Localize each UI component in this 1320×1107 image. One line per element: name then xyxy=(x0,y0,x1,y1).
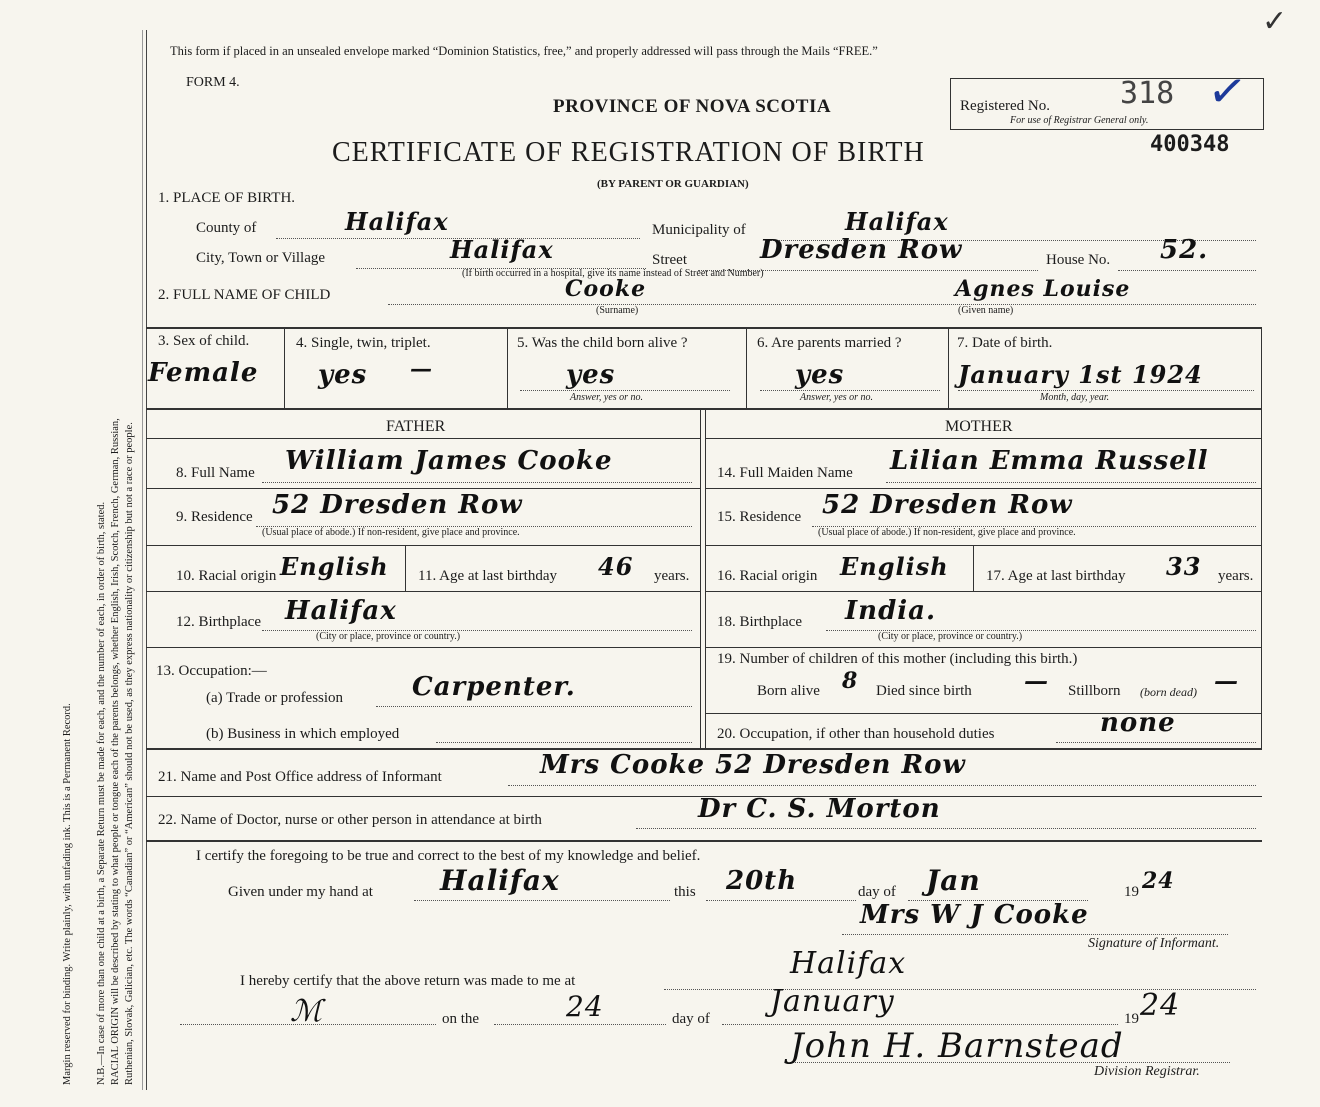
given-at: Halifax xyxy=(440,864,560,897)
father-age-label: 11. Age at last birthday xyxy=(418,568,557,584)
registered-note: For use of Registrar General only. xyxy=(1010,115,1149,126)
registrar-day: 24 xyxy=(566,990,604,1023)
registrar-signature: John H. Barnstead xyxy=(790,1026,1124,1066)
registered-label: Registered No. xyxy=(960,98,1050,114)
margin-note-racial-2: Ruthenian, Slovak, Galician, etc. The words “Canadian” or “American” should not be used, as they express nationality or citizenship but not a race or people. xyxy=(124,422,135,1085)
father-business-label: (b) Business in which employed xyxy=(206,726,400,742)
died-value: — xyxy=(1024,666,1049,695)
father-name-label: 8. Full Name xyxy=(176,465,255,481)
registrar-year-prefix: 19 xyxy=(1124,1011,1139,1027)
child-surname: Cooke xyxy=(565,276,647,302)
father-trade-label: (a) Trade or profession xyxy=(206,690,344,706)
informant-sig-label: Signature of Informant. xyxy=(1088,936,1220,951)
alive-value: yes xyxy=(566,360,616,390)
dob-label: 7. Date of birth. xyxy=(957,335,1053,351)
house-value: 52. xyxy=(1160,235,1209,265)
mother-bp-note: (City or place, province or country.) xyxy=(878,631,1023,642)
single-label: 4. Single, twin, triplet. xyxy=(296,335,431,351)
pob-label: 1. PLACE OF BIRTH. xyxy=(158,190,296,206)
father-age: 46 xyxy=(598,552,634,581)
margin-note-racial: RACIAL ORIGIN will be described by stating to what people or tongue each of the parents belongs, whether English, Irish, Scotch, French, German, Russian, xyxy=(110,418,121,1085)
child-given-name: Agnes Louise xyxy=(955,276,1131,302)
mother-years: years. xyxy=(1218,568,1254,584)
surname-note: (Surname) xyxy=(596,305,639,316)
father-bp-label: 12. Birthplace xyxy=(176,614,261,630)
left-border-inner xyxy=(142,30,143,1090)
father-race: English xyxy=(280,552,389,581)
certify-statement: I certify the foregoing to be true and correct to the best of my knowledge and belief. xyxy=(196,848,701,864)
given-label: Given under my hand at xyxy=(228,884,373,900)
registrar-statement: I hereby certify that the above return was made to me at xyxy=(240,973,576,989)
married-note: Answer, yes or no. xyxy=(800,392,874,403)
street-label: Street xyxy=(652,252,687,268)
father-trade: Carpenter. xyxy=(412,672,576,702)
mother-res-note: (Usual place of abode.) If non-resident, give place and province. xyxy=(818,527,1076,538)
registrar-on-label: on the xyxy=(442,1011,480,1027)
certify-day: 20th xyxy=(726,866,798,896)
alive-label: 5. Was the child born alive ? xyxy=(517,335,688,351)
informant-label: 21. Name and Post Office address of Informant xyxy=(158,769,442,785)
stamp-number: 400348 xyxy=(1150,132,1230,157)
certify-year: 24 xyxy=(1142,868,1175,894)
mother-res-label: 15. Residence xyxy=(717,509,802,525)
mother-heading: MOTHER xyxy=(945,418,1013,435)
registrar-at: Halifax xyxy=(790,946,907,981)
child-name-label: 2. FULL NAME OF CHILD xyxy=(158,287,331,303)
municipality-value: Halifax xyxy=(845,207,949,236)
born-alive-value: 8 xyxy=(842,668,859,694)
check-mark-icon: ✓ xyxy=(1204,61,1251,121)
municipality-label: Municipality of xyxy=(652,222,746,238)
mother-children-label: 19. Number of children of this mother (including this birth.) xyxy=(717,651,1078,667)
county-value: Halifax xyxy=(345,207,449,236)
mother-name-label: 14. Full Maiden Name xyxy=(717,465,853,481)
left-border xyxy=(146,30,147,1090)
father-residence: 52 Dresden Row xyxy=(272,490,523,520)
doctor-label: 22. Name of Doctor, nurse or other person in attendance at birth xyxy=(158,812,542,828)
margin-note-binding: Margin reserved for binding. Write plainly, with unfading ink. This is a Permanent Record. xyxy=(62,703,73,1085)
registered-number: 318 xyxy=(1120,76,1175,111)
twin-mark: — xyxy=(410,356,433,382)
certify-month: Jan xyxy=(926,864,981,897)
mother-bp-label: 18. Birthplace xyxy=(717,614,802,630)
top-notice: This form if placed in an unsealed envelope marked “Dominion Statistics, free,” and properly addressed will pass through the Mails “FREE.” xyxy=(170,44,878,58)
sex-value: Female xyxy=(148,358,259,388)
page-subtitle: (BY PARENT OR GUARDIAN) xyxy=(597,178,749,190)
form-number: FORM 4. xyxy=(186,75,240,90)
certify-dayof-label: day of xyxy=(858,884,896,900)
street-value: Dresden Row xyxy=(760,235,963,265)
father-res-label: 9. Residence xyxy=(176,509,253,525)
father-birthplace: Halifax xyxy=(285,596,397,626)
informant-value: Mrs Cooke 52 Dresden Row xyxy=(540,750,966,780)
father-race-label: 10. Racial origin xyxy=(176,568,277,584)
registrar-month: January xyxy=(770,984,895,1019)
married-label: 6. Are parents married ? xyxy=(757,335,902,351)
mother-race-label: 16. Racial origin xyxy=(717,568,818,584)
stillborn-note: (born dead) xyxy=(1140,685,1197,699)
doctor-value: Dr C. S. Morton xyxy=(698,794,941,824)
given-note: (Given name) xyxy=(958,305,1014,316)
father-heading: FATHER xyxy=(386,418,446,435)
registrar-place-cont: ℳ xyxy=(290,994,324,1029)
mother-age-label: 17. Age at last birthday xyxy=(986,568,1126,584)
married-value: yes xyxy=(795,360,845,390)
informant-signature: Mrs W J Cooke xyxy=(860,900,1089,930)
hospital-note: (If birth occurred in a hospital, give its name instead of Street and Number) xyxy=(462,268,764,279)
county-label: County of xyxy=(196,220,257,236)
mother-age: 33 xyxy=(1166,552,1202,581)
city-value: Halifax xyxy=(450,235,554,264)
father-name: William James Cooke xyxy=(285,446,613,476)
single-value: yes xyxy=(318,360,368,390)
corner-mark-icon: ✓ xyxy=(1262,4,1288,39)
dob-note: Month, day, year. xyxy=(1040,392,1110,403)
dob-value: January 1st 1924 xyxy=(958,360,1203,389)
registrar-sig-label: Division Registrar. xyxy=(1094,1064,1200,1079)
registrar-dayof-label: day of xyxy=(672,1011,710,1027)
registrar-year: 24 xyxy=(1140,988,1181,1023)
mother-occ-label: 20. Occupation, if other than household duties xyxy=(717,726,995,742)
father-occ-label: 13. Occupation:— xyxy=(156,663,267,679)
died-label: Died since birth xyxy=(876,683,972,699)
father-bp-note: (City or place, province or country.) xyxy=(316,631,461,642)
city-label: City, Town or Village xyxy=(196,250,326,266)
stillborn-label: Stillborn xyxy=(1068,683,1121,699)
province-heading: PROVINCE OF NOVA SCOTIA xyxy=(553,96,832,117)
father-years: years. xyxy=(654,568,690,584)
mother-name: Lilian Emma Russell xyxy=(890,446,1209,476)
stillborn-value: — xyxy=(1214,666,1239,695)
father-res-note: (Usual place of abode.) If non-resident, give place and province. xyxy=(262,527,520,538)
mother-birthplace: India. xyxy=(845,596,937,626)
alive-note: Answer, yes or no. xyxy=(570,392,644,403)
mother-residence: 52 Dresden Row xyxy=(822,490,1073,520)
page-title: CERTIFICATE OF REGISTRATION OF BIRTH xyxy=(332,137,925,168)
house-label: House No. xyxy=(1046,252,1111,268)
mother-race: English xyxy=(840,552,949,581)
born-alive-label: Born alive xyxy=(757,683,820,699)
mother-occupation: none xyxy=(1100,708,1176,738)
certify-year-prefix: 19 xyxy=(1124,884,1139,900)
sex-label: 3. Sex of child. xyxy=(158,333,250,349)
margin-note-nb: N.B.—In case of more than one child at a birth, a Separate Return must be made for each, and the number of each, in order of birth, stated. xyxy=(96,501,107,1085)
this-label: this xyxy=(674,884,696,900)
